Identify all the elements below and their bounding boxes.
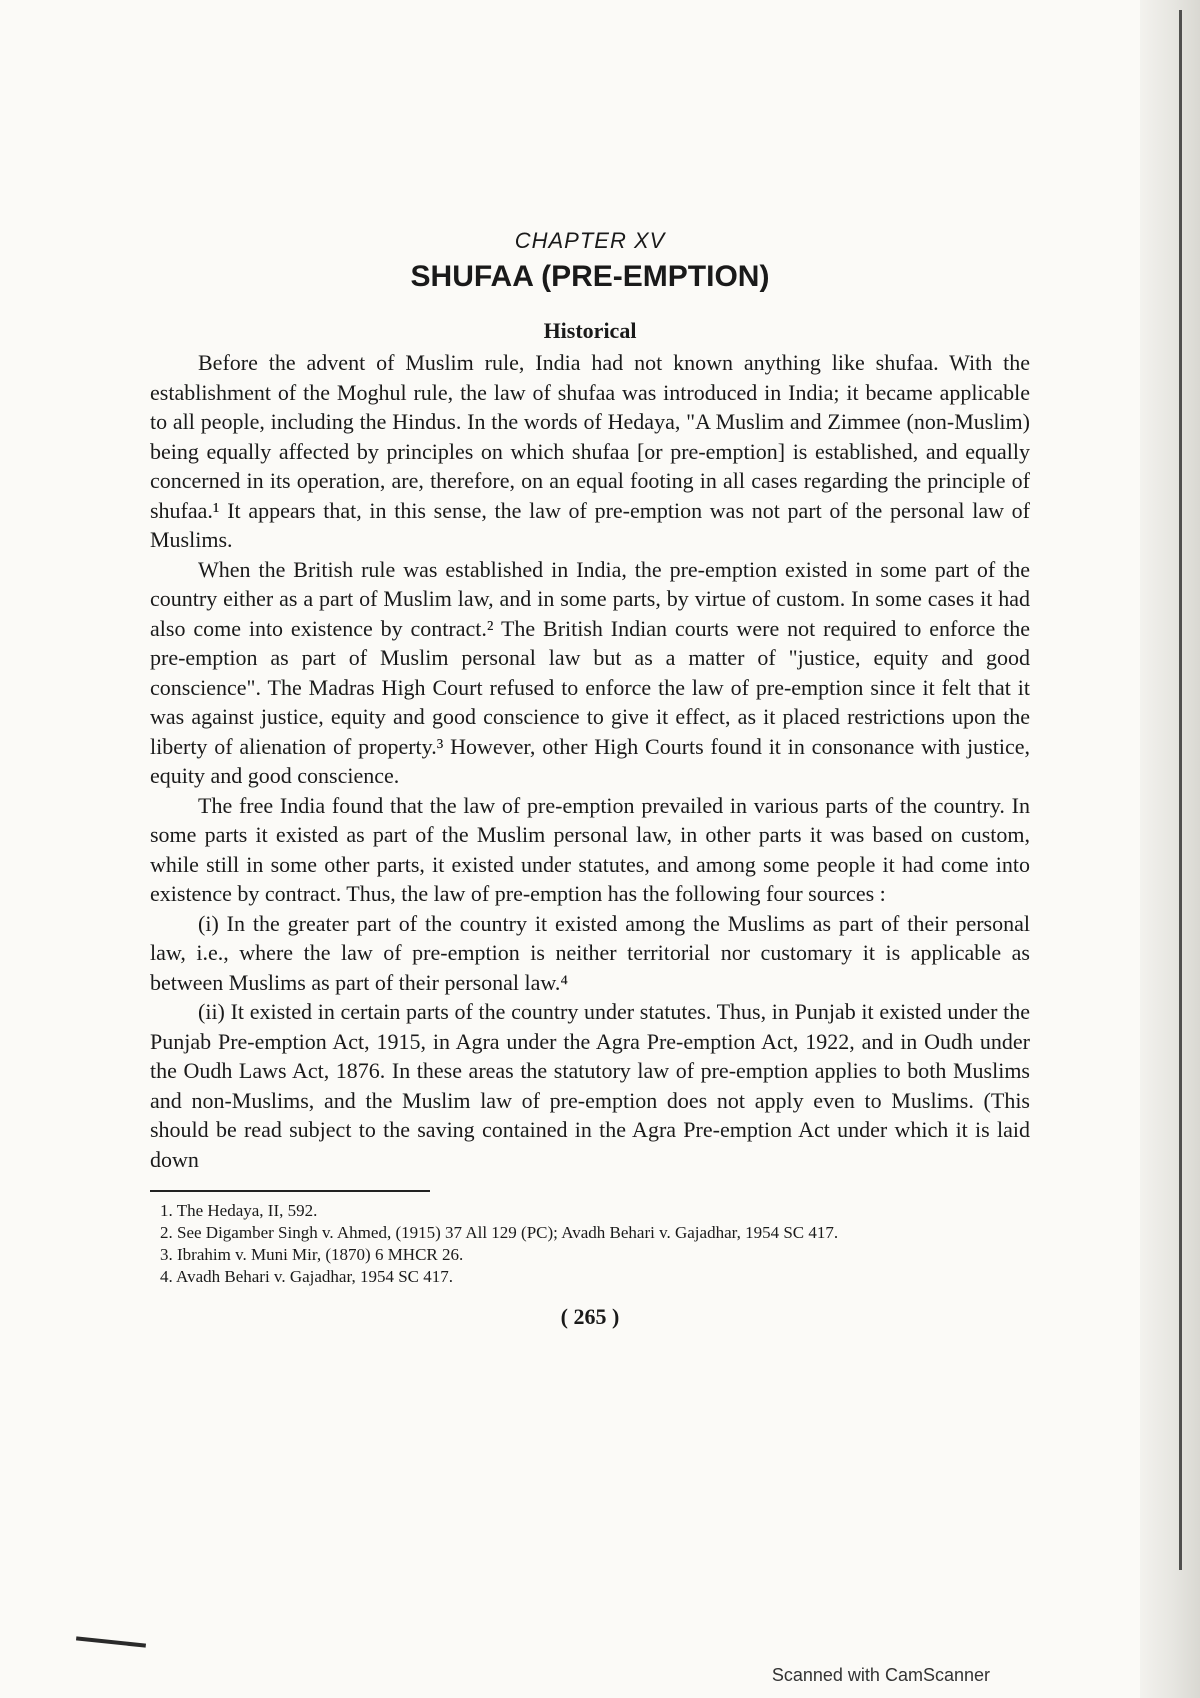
chapter-title: SHUFAA (PRE-EMPTION)	[410, 260, 770, 293]
body-text	[150, 348, 1030, 1174]
document-page	[150, 228, 1030, 1330]
paragraph-1: Before the advent of Muslim rule, India had not known anything like shufaa. With the establishment of the Moghul rule, the law of shufaa was introduced in India; it became applicable to all people, including the Hindus. In the words of Hedaya, "A Muslim and Zimmee (non-Muslim) being equally affected by principles on which shufaa [or pre-emption] is established, and equally concerned in its operation, are, therefore, on an equal footing in all cases regarding the principle of shufaa.¹ It appears that, in this sense, the law of pre-emption was not part of the personal law of Muslims.	[150, 350, 1030, 552]
chapter-label: CHAPTER XV	[514, 228, 666, 253]
edge-mark	[76, 1636, 146, 1647]
section-heading: Historical	[543, 318, 637, 343]
page-number: ( 265 )	[560, 1304, 620, 1329]
page-edge-line	[1179, 10, 1182, 1570]
footnote-1: 1. The Hedaya, II, 592.	[160, 1201, 318, 1220]
footnote-3: 3. Ibrahim v. Muni Mir, (1870) 6 MHCR 26.	[160, 1245, 464, 1264]
footnote-divider	[150, 1190, 430, 1200]
list-item-i: (i) In the greater part of the country it existed among the Muslims as part of their personal law, i.e., where the law of pre-emption is neither territorial nor customary it is applicable as between Muslims as part of their personal law.⁴	[150, 910, 1030, 995]
scanner-watermark: Scanned with CamScanner	[771, 1665, 990, 1685]
footnote-4: 4. Avadh Behari v. Gajadhar, 1954 SC 417.	[160, 1267, 453, 1286]
page-edge-shadow	[1140, 0, 1200, 1698]
paragraph-2: When the British rule was established in India, the pre-emption existed in some part of the country either as a part of Muslim law, and in some parts, by virtue of custom. In some cases it had also come into existence by contract.² The British Indian courts were not required to enforce the pre-emption as part of Muslim personal law but as a matter of "justice, equity and good conscience". The Madras High Court refused to enforce the law of pre-emption since it felt that it was against justice, equity and good conscience to give it effect, as it placed restrictions upon the liberty of alienation of property.³ However, other High Courts found it in consonance with justice, equity and good conscience.	[150, 556, 1030, 788]
footnotes	[150, 1200, 1030, 1288]
footnote-2: 2. See Digamber Singh v. Ahmed, (1915) 37 All 129 (PC); Avadh Behari v. Gajadhar, 1954 SC 417.	[160, 1223, 839, 1242]
paragraph-3: The free India found that the law of pre-emption prevailed in various parts of the country. In some parts it existed as part of the Muslim personal law, in other parts it was based on custom, while still in some other parts, it existed under statutes, and among some people it had come into existence by contract. Thus, the law of pre-emption has the following four sources :	[150, 792, 1030, 906]
list-item-ii: (ii) It existed in certain parts of the country under statutes. Thus, in Punjab it existed under the Punjab Pre-emption Act, 1915, in Agra under the Agra Pre-emption Act, 1922, and in Oudh under the Oudh Laws Act, 1876. In these areas the statutory law of pre-emption applies to both Muslims and non-Muslims, and the Muslim law of pre-emption does not apply even to Muslims. (This should be read subject to the saving contained in the Agra Pre-emption Act under which it is laid down	[150, 999, 1030, 1172]
